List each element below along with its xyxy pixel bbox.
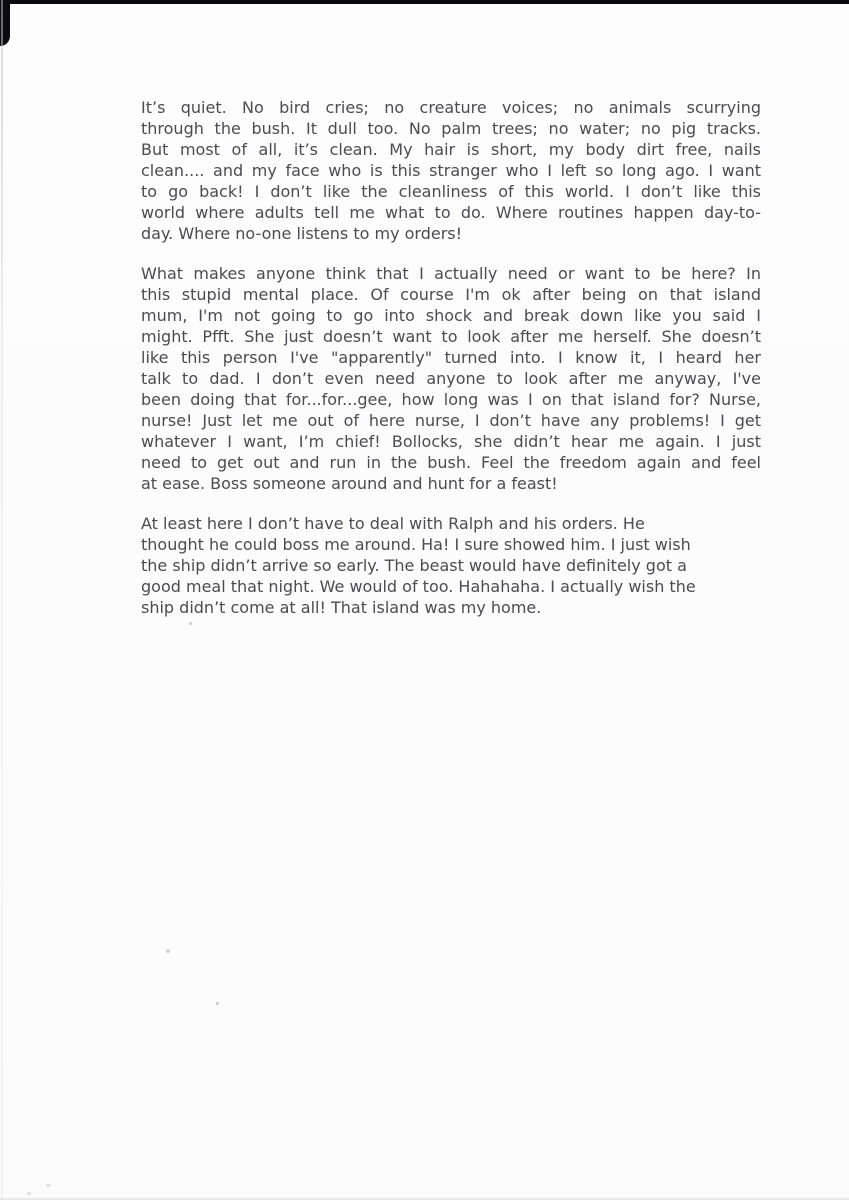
paragraph-3 [141, 513, 761, 618]
text-line: to go back! I don’t like the cleanliness of this world. I don’t like this [141, 182, 761, 201]
text-line: might. Pfft. She just doesn’t want to look after me herself. She doesn’t [141, 327, 761, 346]
paragraph-1 [141, 97, 761, 244]
text-line: clean.... and my face who is this stranger who I left so long ago. I want [141, 161, 761, 180]
scan-artifact-speck [166, 949, 170, 953]
text-line: good meal that night. We would of too. Hahahaha. I actually wish the [141, 577, 696, 596]
text-line: this stupid mental place. Of course I'm ok after being on that island [141, 285, 761, 304]
text-line: through the bush. It dull too. No palm trees; no water; no pig tracks. [141, 119, 761, 138]
text-line: talk to dad. I don’t even need anyone to look after me anyway, I've [141, 369, 761, 388]
text-line: nurse! Just let me out of here nurse, I don’t have any problems! I get [141, 411, 761, 430]
text-line: It’s quiet. No bird cries; no creature voices; no animals scurrying [141, 98, 761, 117]
scan-artifact-speck [216, 1002, 219, 1005]
scan-artifact-speck [27, 1192, 31, 1195]
text-line: What makes anyone think that I actually need or want to be here? In [141, 264, 761, 283]
text-line: like this person I've "apparently" turned into. I know it, I heard her [141, 348, 761, 367]
paragraph-2 [141, 263, 761, 494]
text-line: need to get out and run in the bush. Feel the freedom again and feel [141, 453, 761, 472]
text-line: But most of all, it’s clean. My hair is short, my body dirt free, nails [141, 140, 761, 159]
scan-artifact-speck [46, 1184, 51, 1187]
text-line: been doing that for...for...gee, how long was I on that island for? Nurse, [141, 390, 761, 409]
document-text [141, 97, 761, 618]
text-line: ship didn’t come at all! That island was my home. [141, 598, 542, 617]
scan-artifact-speck [189, 622, 192, 625]
text-line: world where adults tell me what to do. Where routines happen day-to- [141, 203, 761, 222]
text-line: mum, I'm not going to go into shock and break down like you said I [141, 306, 761, 325]
scan-artifact-top-edge [0, 0, 849, 4]
scan-artifact-left-edge [1, 0, 3, 1200]
text-line: At least here I don’t have to deal with Ralph and his orders. He [141, 514, 645, 533]
text-line: thought he could boss me around. Ha! I sure showed him. I just wish [141, 535, 691, 554]
text-line: whatever I want, I’m chief! Bollocks, she didn’t hear me again. I just [141, 432, 761, 451]
text-line: the ship didn’t arrive so early. The beast would have definitely got a [141, 556, 687, 575]
text-line: day. Where no-one listens to my orders! [141, 224, 463, 243]
text-line: at ease. Boss someone around and hunt for a feast! [141, 474, 558, 493]
